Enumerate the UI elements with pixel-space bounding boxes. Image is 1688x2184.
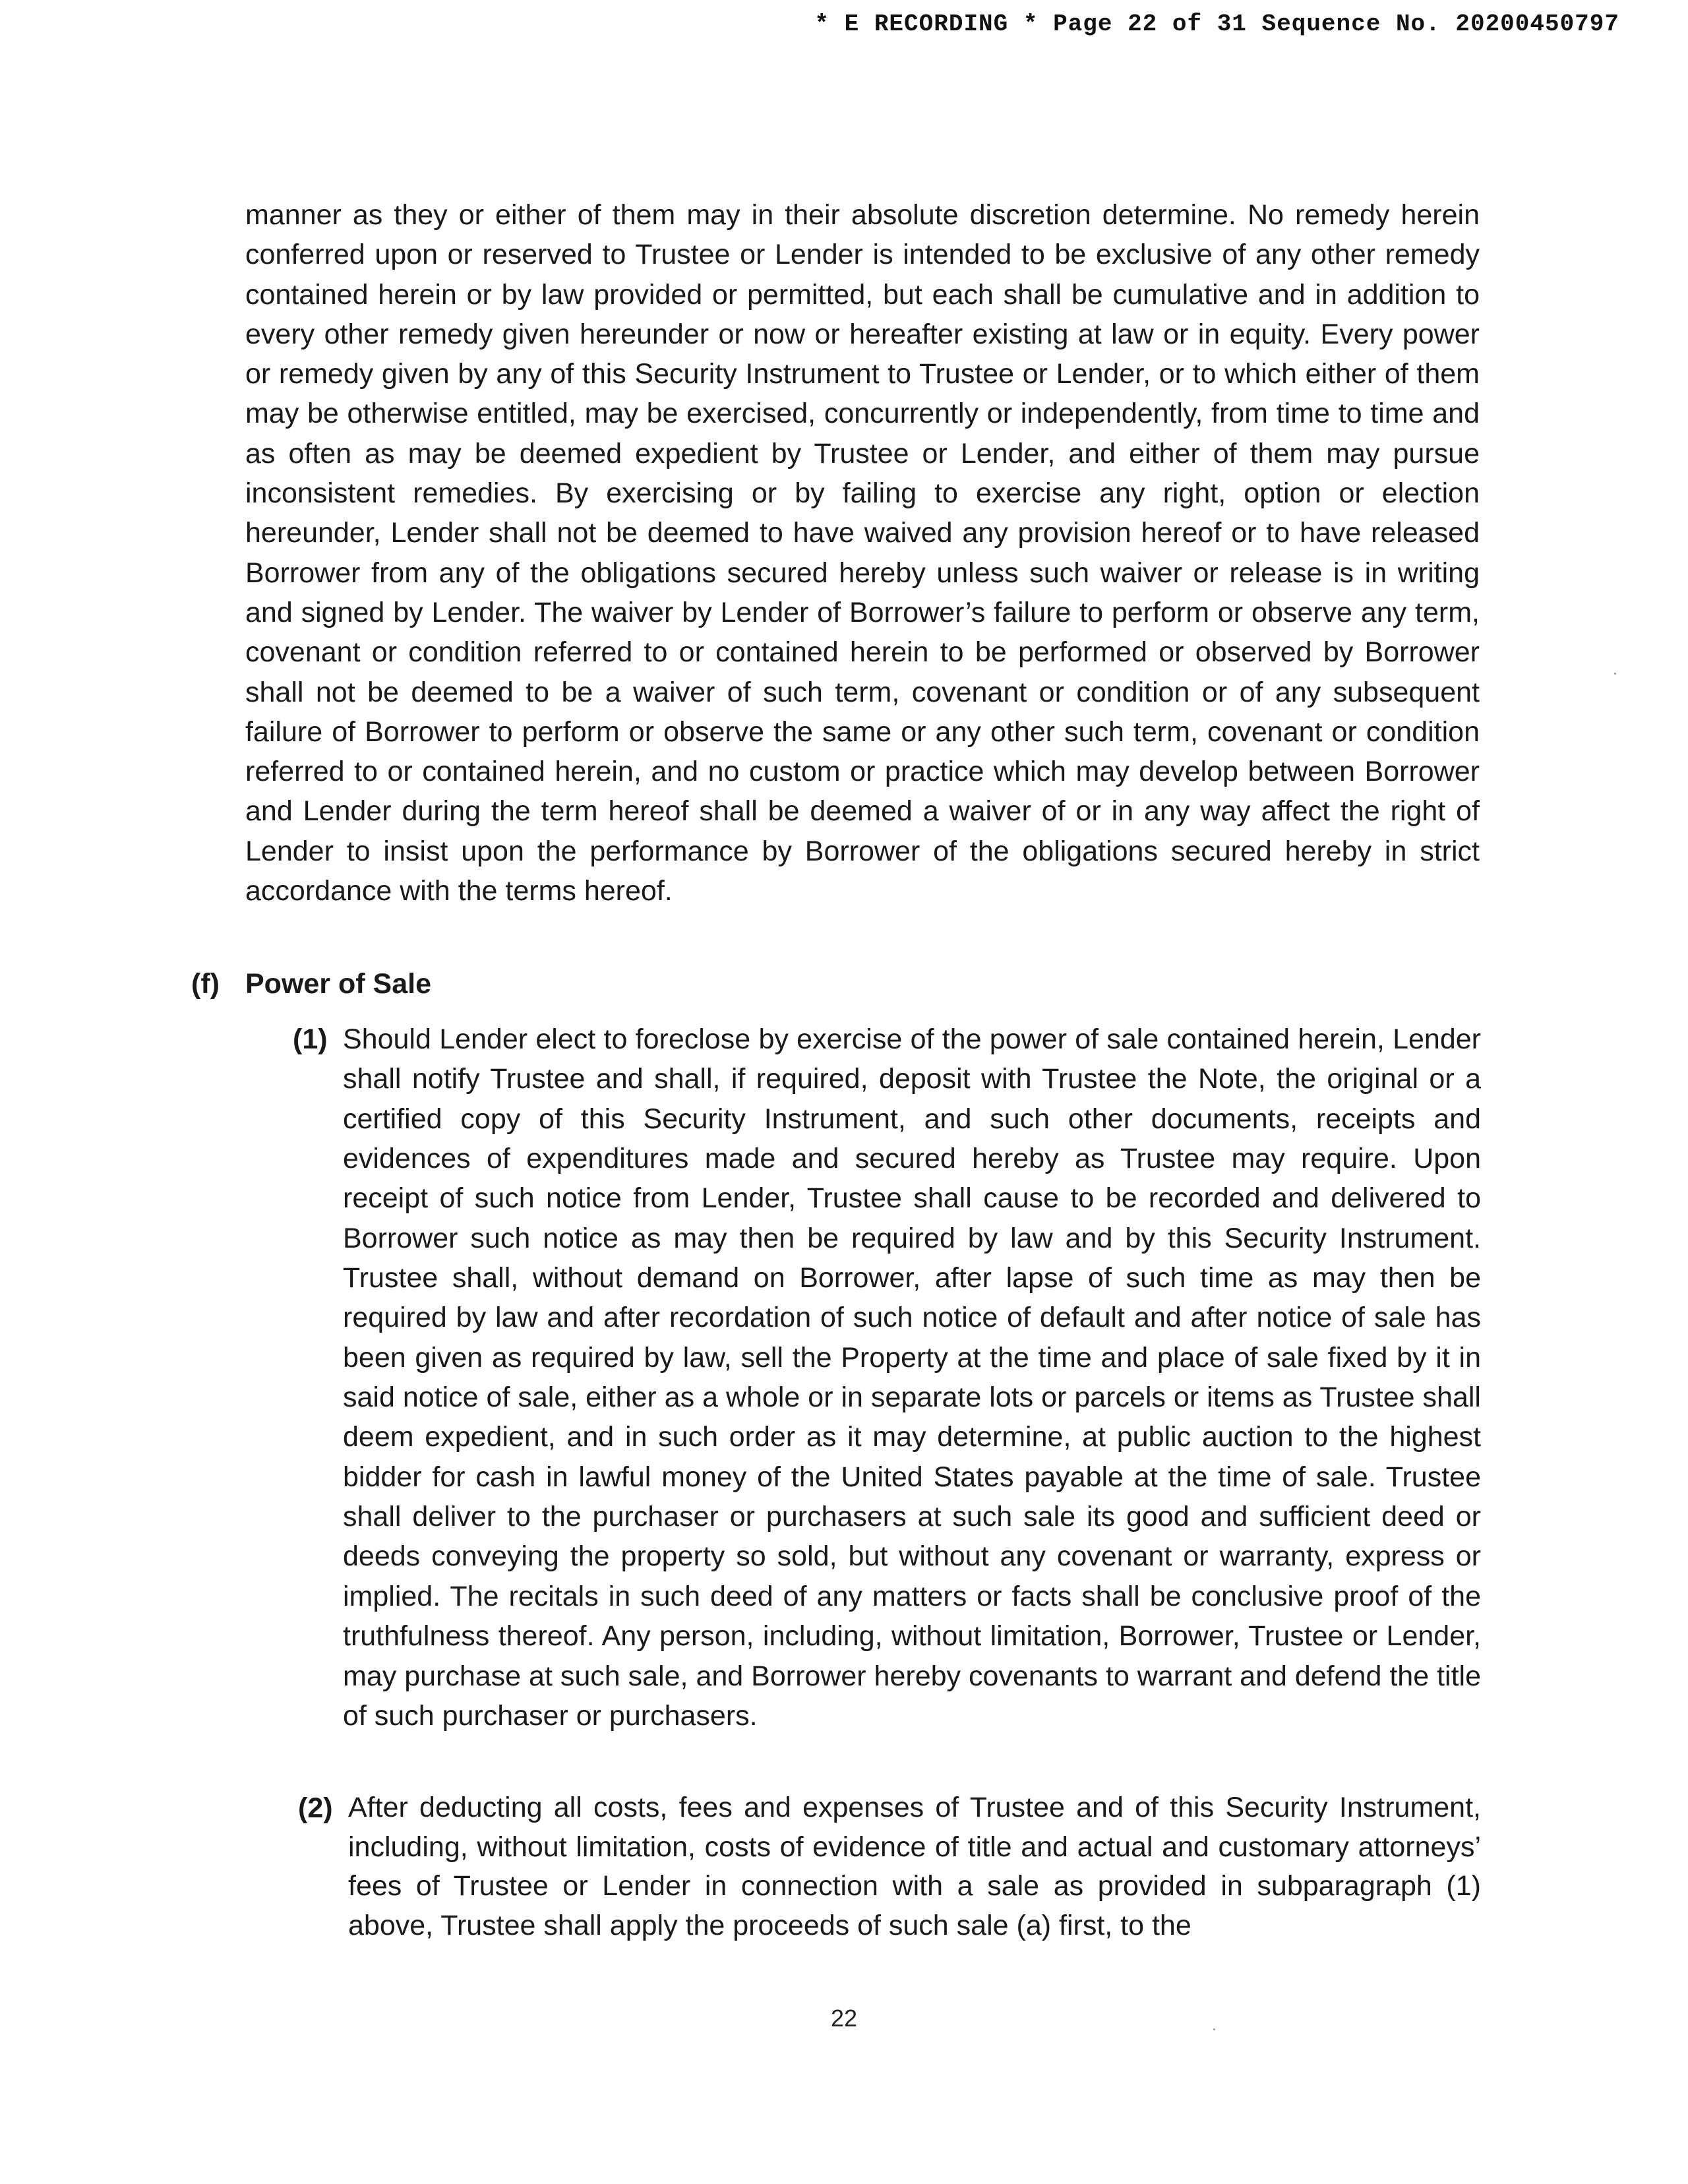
subparagraph-text-1: Should Lender elect to foreclose by exercise of the power of sale contained herein, Lender shall notify Trustee and shall, if required, deposit with Trustee the Note, the original or a certified copy of this Security Instrument, and such other documents, receipts and evidences of expenditures made and secured hereby as Trustee may require. Upon receipt of such notice from Lender, Trustee shall cause to be recorded and delivered to Borrower such notice as may then be required by law and by this Security Instrument. Trustee shall, without demand on Borrower, after lapse of such time as may then be required by law and after recordation of such notice of default and after notice of sale has been given as required by law, sell the Property at the time and place of sale fixed by it in said notice of sale, either as a whole or in separate lots or parcels or items as Trustee shall deem expedient, and in such order as it may determine, at public auction to the highest bidder for cash in lawful money of the United States payable at the time of sale. Trustee shall deliver to the purchaser or purchasers at such sale its good and sufficient deed or deeds conveying the property so sold, but without any covenant or warranty, express or implied. The recitals in such deed of any matters or facts shall be conclusive proof of the truthfulness thereof. Any person, including, without limitation, Borrower, Trustee or Lender, may purchase at such sale, and Borrower hereby covenants to warrant and defend the title of such purchaser or purchasers.: [343, 1023, 1481, 1732]
intro-paragraph: manner as they or either of them may in their absolute discretion determine. No remedy herein conferred upon or reserved to Trustee or Lender is intended to be exclusive of any other remedy contained herein or by law provided or permitted, but each shall be cumulative and in addition to every other remedy given hereunder or now or hereafter existing at law or in equity. Every power or remedy given by any of this Security Instrument to Trustee or Lender, or to which either of them may be otherwise entitled, may be exercised, concurrently or independently, from time to time and as often as may be deemed expedient by Trustee or Lender, and either of them may pursue inconsistent remedies. By exercising or by failing to exercise any right, option or election hereunder, Lender shall not be deemed to have waived any provision hereof or to have released Borrower from any of the obligations secured hereby unless such waiver or release is in writing and signed by Lender. The waiver by Lender of Borrower’s failure to perform or observe any term, covenant or condition referred to or contained herein to be performed or observed by Borrower shall not be deemed to be a waiver of such term, covenant or condition or of any subsequent failure of Borrower to perform or observe the same or any other such term, covenant or condition referred to or contained herein, and no custom or practice which may develop between Borrower and Lender during the term hereof shall be deemed a waiver of or in any way affect the right of Lender to insist upon the performance by Borrower of the obligations secured hereby in strict accordance with the terms hereof.: [245, 199, 1480, 907]
section-title: Power of Sale: [245, 968, 431, 1000]
subparagraph-number-1: (1): [293, 1023, 328, 1055]
page-number: 22: [830, 2005, 858, 2032]
subparagraph-number-2: (2): [298, 1792, 333, 1824]
subparagraph-text-2: After deducting all costs, fees and expenses of Trustee and of this Security Instrument, including, without limitation, costs of evidence of title and actual and customary attorneys’ fees of Trustee or Lender in connection with a sale as provided in subparagraph (1) above, Trustee shall apply the proceeds of such sale (a) first, to the: [348, 1792, 1481, 1941]
section-heading: [191, 964, 431, 1004]
scan-speck: [1213, 2028, 1215, 2030]
recording-header: * E RECORDING * Page 22 of 31 Sequence No. 20200450797: [814, 11, 1619, 38]
scan-speck: [1614, 673, 1616, 675]
section-letter: (f): [191, 968, 220, 1000]
